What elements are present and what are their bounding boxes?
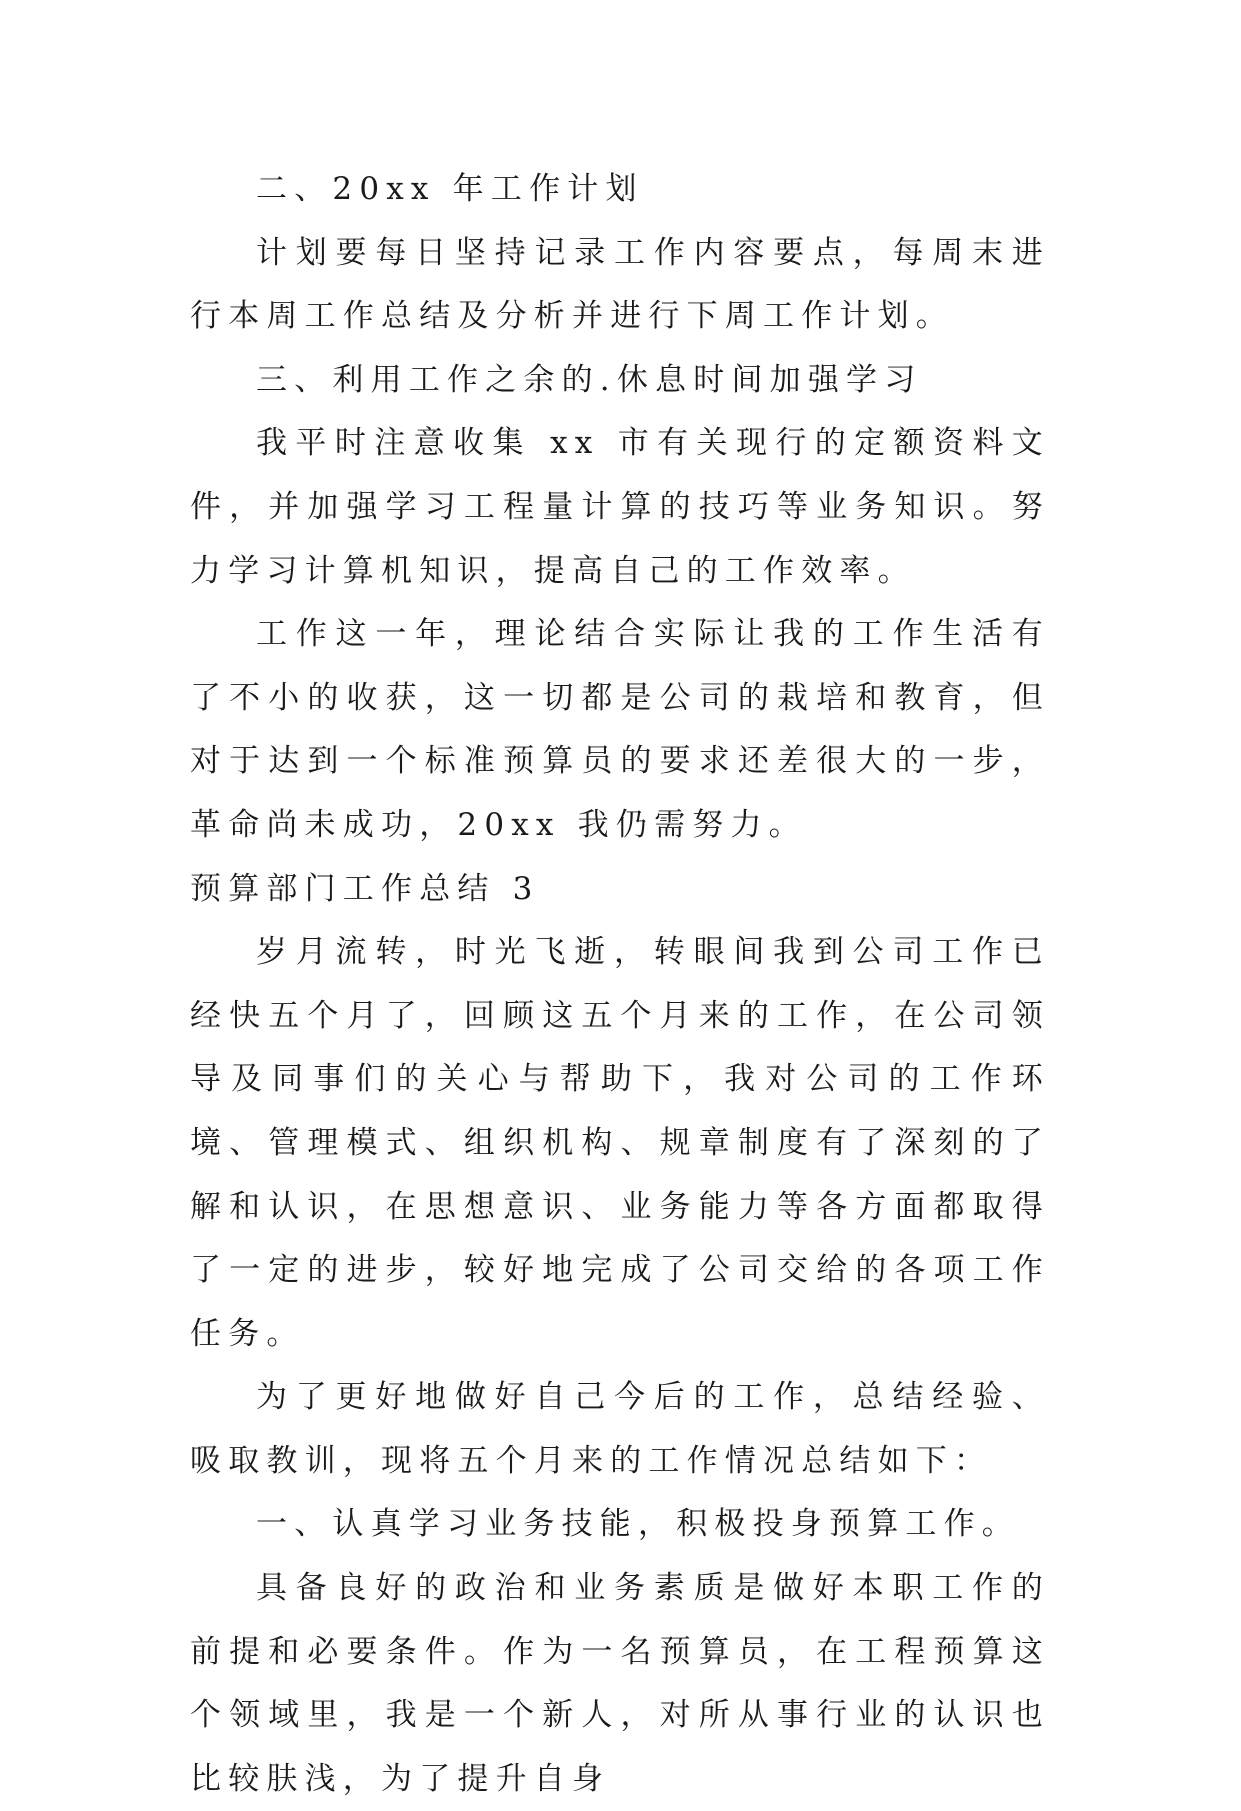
document-title: 预算部门工作总结 3 bbox=[190, 870, 540, 907]
section-heading-learning: 一、认真学习业务技能，积极投身预算工作。 bbox=[256, 1506, 1020, 1543]
document-body bbox=[190, 158, 1050, 1811]
paragraph-year-summary: 工作这一年，理论结合实际让我的工作生活有了不小的收获，这一切都是公司的栽培和教育，但对于达到一个标准预算员的要求还差很大的一步，革命尚未成功，20xx 我仍需努力。 bbox=[190, 616, 1050, 843]
section-heading-plan: 二、20xx 年工作计划 bbox=[256, 171, 644, 207]
paragraph-plan: 计划要每日坚持记录工作内容要点，每周末进行本周工作总结及分析并进行下周工作计划。 bbox=[190, 234, 1050, 335]
paragraph-purpose: 为了更好地做好自己今后的工作，总结经验、吸取教训，现将五个月来的工作情况总结如下： bbox=[190, 1379, 1050, 1479]
paragraph-learning: 具备良好的政治和业务素质是做好本职工作的前提和必要条件。作为一名预算员，在工程预算这个领域里，我是一个新人，对所从事行业的认识也比较肤浅，为了提升自身 bbox=[190, 1570, 1050, 1797]
section-heading-study: 三、利用工作之余的.休息时间加强学习 bbox=[256, 361, 923, 398]
paragraph-intro: 岁月流转，时光飞逝，转眼间我到公司工作已经快五个月了，回顾这五个月来的工作，在公司领导及同事们的关心与帮助下，我对公司的工作环境、管理模式、组织机构、规章制度有了深刻的了解和认识，在思想意识、业务能力等各方面都取得了一定的进步，较好地完成了公司交给的各项工作任务。 bbox=[190, 934, 1050, 1352]
paragraph-study: 我平时注意收集 xx 市有关现行的定额资料文件，并加强学习工程量计算的技巧等业务知识。努力学习计算机知识，提高自己的工作效率。 bbox=[190, 425, 1050, 589]
